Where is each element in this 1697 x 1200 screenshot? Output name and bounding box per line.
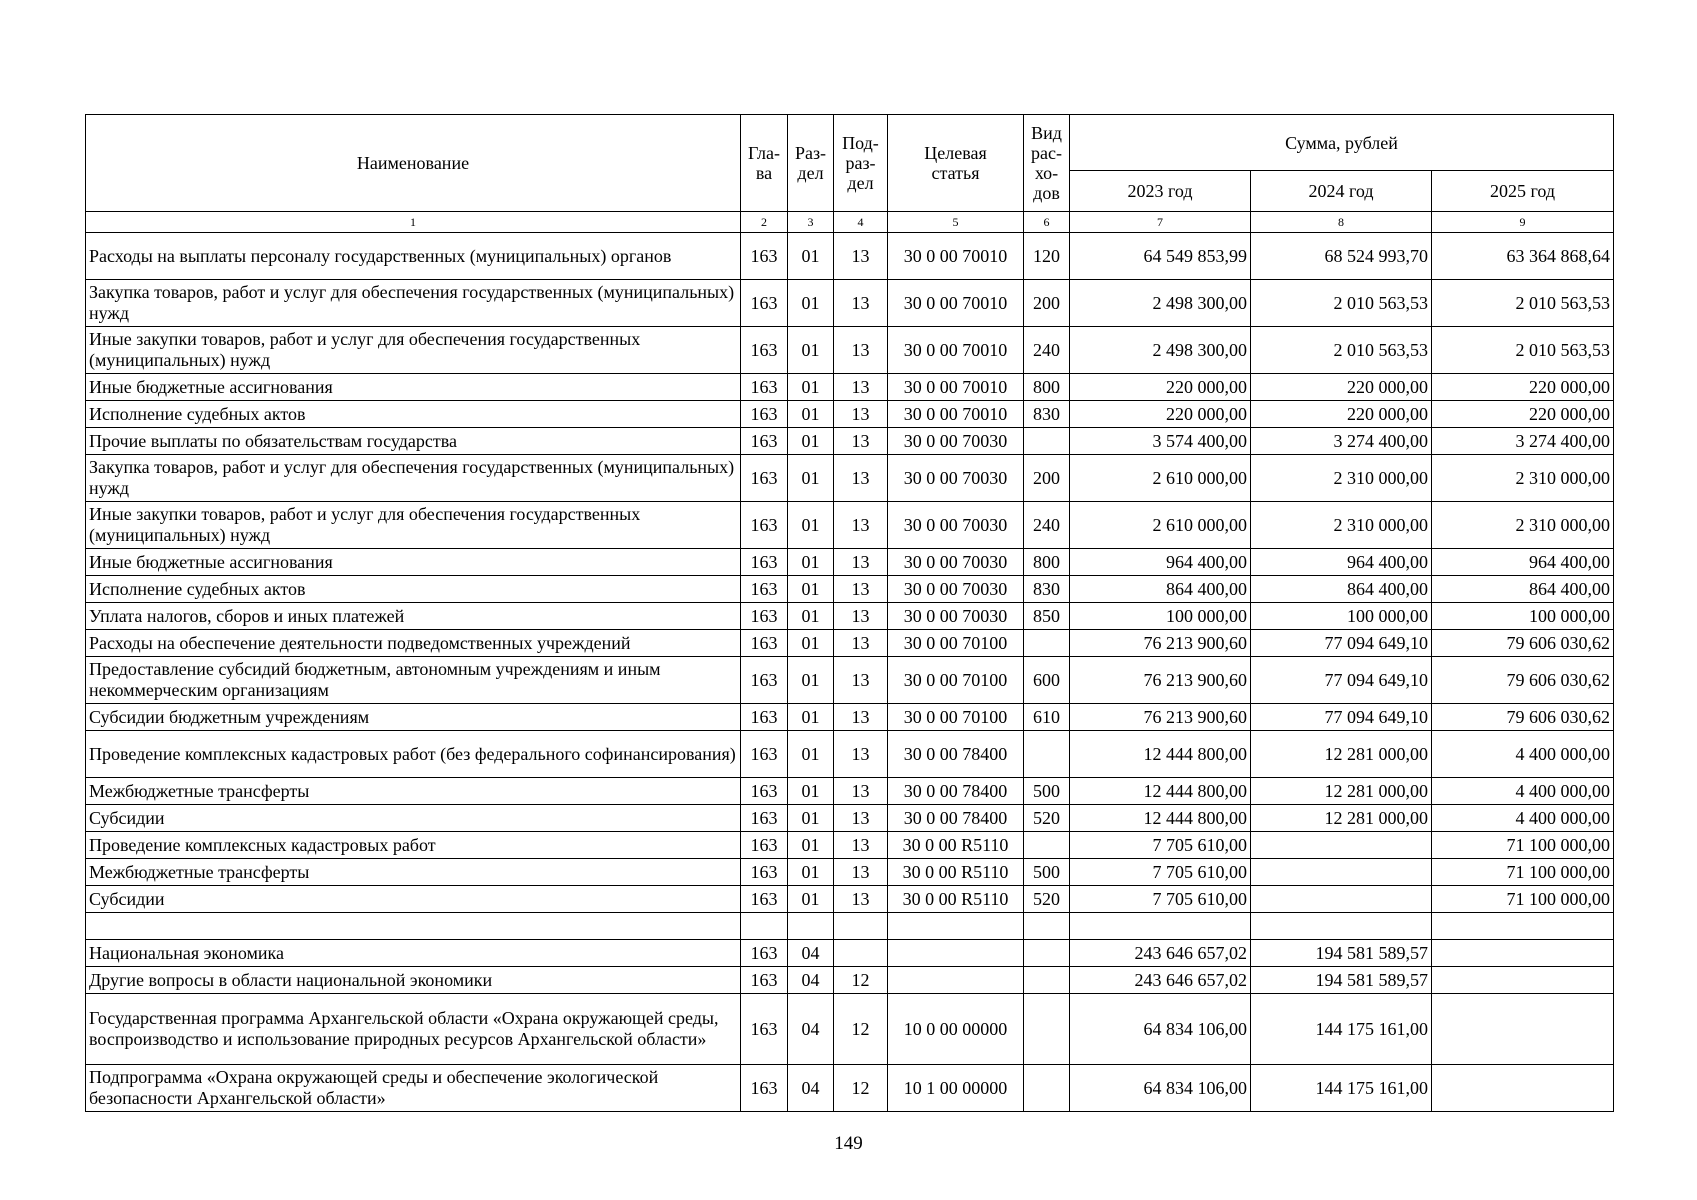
- table-cell-amount-2025: 4 400 000,00: [1432, 778, 1614, 805]
- table-cell-razdel: 01: [788, 859, 834, 886]
- table-cell-cel-statya: 30 0 00 70100: [888, 630, 1024, 657]
- header-year-2024: 2024 год: [1251, 171, 1432, 212]
- table-cell-amount-2023: 12 444 800,00: [1070, 778, 1251, 805]
- table-cell-vid-rashodov: 500: [1024, 859, 1070, 886]
- table-cell-amount-2024: [1251, 859, 1432, 886]
- table-cell-podrazdel: 13: [834, 859, 888, 886]
- table-row: [86, 859, 1614, 886]
- table-cell-amount-2023: 64 834 106,00: [1070, 994, 1251, 1065]
- table-cell-amount-2025: 4 400 000,00: [1432, 731, 1614, 778]
- table-cell-razdel: 01: [788, 576, 834, 603]
- table-cell-podrazdel: [834, 913, 888, 940]
- table-cell-podrazdel: 13: [834, 630, 888, 657]
- table-row: [86, 233, 1614, 280]
- table-cell-cel-statya: 30 0 00 70030: [888, 455, 1024, 502]
- table-cell-podrazdel: 13: [834, 778, 888, 805]
- table-cell-podrazdel: 13: [834, 374, 888, 401]
- table-cell-cel-statya: 30 0 00 R5110: [888, 859, 1024, 886]
- table-cell-cel-statya: 30 0 00 70010: [888, 233, 1024, 280]
- table-cell-vid-rashodov: 850: [1024, 603, 1070, 630]
- table-cell-amount-2025: 220 000,00: [1432, 374, 1614, 401]
- table-cell-name: Расходы на выплаты персоналу государственных (муниципальных) органов: [86, 233, 741, 280]
- table-cell-podrazdel: 13: [834, 576, 888, 603]
- header-vid-rashodov: Вид рас- хо- дов: [1024, 115, 1070, 212]
- table-cell-vid-rashodov: 520: [1024, 805, 1070, 832]
- table-row: [86, 630, 1614, 657]
- table-cell-glava: 163: [741, 778, 788, 805]
- table-cell-amount-2023: 7 705 610,00: [1070, 832, 1251, 859]
- table-cell-cel-statya: 30 0 00 70030: [888, 428, 1024, 455]
- table-cell-vid-rashodov: [1024, 832, 1070, 859]
- table-cell-glava: [741, 913, 788, 940]
- table-cell-razdel: 01: [788, 630, 834, 657]
- table-cell-glava: 163: [741, 832, 788, 859]
- table-cell-glava: 163: [741, 428, 788, 455]
- table-cell-amount-2024: 194 581 589,57: [1251, 967, 1432, 994]
- table-cell-razdel: 01: [788, 603, 834, 630]
- table-cell-amount-2024: 220 000,00: [1251, 374, 1432, 401]
- table-cell-amount-2025: 71 100 000,00: [1432, 832, 1614, 859]
- table-cell-cel-statya: 30 0 00 70030: [888, 549, 1024, 576]
- table-cell-amount-2025: 79 606 030,62: [1432, 630, 1614, 657]
- table-cell-cel-statya: 10 0 00 00000: [888, 994, 1024, 1065]
- table-cell-glava: 163: [741, 859, 788, 886]
- table-cell-razdel: 01: [788, 455, 834, 502]
- table-cell-vid-rashodov: 500: [1024, 778, 1070, 805]
- table-cell-glava: 163: [741, 630, 788, 657]
- table-cell-amount-2024: 220 000,00: [1251, 401, 1432, 428]
- table-cell-name: Национальная экономика: [86, 940, 741, 967]
- table-cell-amount-2023: 76 213 900,60: [1070, 704, 1251, 731]
- table-cell-cel-statya: 30 0 00 70030: [888, 576, 1024, 603]
- table-cell-podrazdel: 13: [834, 455, 888, 502]
- table-row: [86, 886, 1614, 913]
- table-cell-razdel: 04: [788, 940, 834, 967]
- table-cell-razdel: 01: [788, 233, 834, 280]
- header-podrazdel: Под- раз- дел: [834, 115, 888, 212]
- table-cell-amount-2023: 7 705 610,00: [1070, 886, 1251, 913]
- table-cell-amount-2024: 864 400,00: [1251, 576, 1432, 603]
- table-cell-name: Другие вопросы в области национальной экономики: [86, 967, 741, 994]
- table-cell-cel-statya: 30 0 00 70100: [888, 657, 1024, 704]
- table-row: [86, 731, 1614, 778]
- table-cell-cel-statya: 30 0 00 R5110: [888, 832, 1024, 859]
- table-cell-razdel: 01: [788, 778, 834, 805]
- table-cell-cel-statya: 30 0 00 70010: [888, 327, 1024, 374]
- table-row: [86, 778, 1614, 805]
- table-cell-amount-2023: 220 000,00: [1070, 374, 1251, 401]
- table-cell-amount-2024: 194 581 589,57: [1251, 940, 1432, 967]
- table-cell-vid-rashodov: [1024, 994, 1070, 1065]
- table-cell-glava: 163: [741, 967, 788, 994]
- table-cell-podrazdel: 13: [834, 549, 888, 576]
- table-cell-amount-2023: 2 610 000,00: [1070, 502, 1251, 549]
- table-cell-name: Межбюджетные трансферты: [86, 778, 741, 805]
- table-cell-amount-2023: 3 574 400,00: [1070, 428, 1251, 455]
- column-number: 7: [1070, 212, 1251, 233]
- header-name: Наименование: [86, 115, 741, 212]
- table-cell-cel-statya: 30 0 00 70030: [888, 603, 1024, 630]
- table-cell-podrazdel: 13: [834, 805, 888, 832]
- table-row: [86, 401, 1614, 428]
- table-cell-amount-2024: 964 400,00: [1251, 549, 1432, 576]
- table-cell-podrazdel: 13: [834, 428, 888, 455]
- table-cell-name: Иные закупки товаров, работ и услуг для обеспечения государственных (муниципальных) нужд: [86, 502, 741, 549]
- table-cell-cel-statya: 30 0 00 78400: [888, 731, 1024, 778]
- table-cell-vid-rashodov: 830: [1024, 401, 1070, 428]
- table-cell-name: Субсидии: [86, 886, 741, 913]
- table-cell-name: Предоставление субсидий бюджетным, автономным учреждениям и иным некоммерческим организациям: [86, 657, 741, 704]
- table-cell-razdel: 04: [788, 994, 834, 1065]
- table-cell-vid-rashodov: 240: [1024, 502, 1070, 549]
- table-cell-name: [86, 913, 741, 940]
- table-cell-amount-2025: 864 400,00: [1432, 576, 1614, 603]
- table-row: [86, 549, 1614, 576]
- table-row: [86, 967, 1614, 994]
- table-cell-razdel: 04: [788, 1065, 834, 1112]
- table-row: [86, 704, 1614, 731]
- table-cell-amount-2024: 12 281 000,00: [1251, 805, 1432, 832]
- table-cell-amount-2023: 64 834 106,00: [1070, 1065, 1251, 1112]
- table-cell-podrazdel: 12: [834, 994, 888, 1065]
- table-cell-name: Государственная программа Архангельской области «Охрана окружающей среды, воспроизводство и использование природных ресурсов Архангельской области»: [86, 994, 741, 1065]
- table-row: [86, 994, 1614, 1065]
- table-cell-podrazdel: 13: [834, 886, 888, 913]
- table-cell-amount-2025: 3 274 400,00: [1432, 428, 1614, 455]
- table-cell-vid-rashodov: [1024, 731, 1070, 778]
- table-cell-podrazdel: 13: [834, 603, 888, 630]
- table-cell-amount-2024: 3 274 400,00: [1251, 428, 1432, 455]
- table-cell-razdel: 01: [788, 805, 834, 832]
- header-summa: Сумма, рублей: [1070, 115, 1614, 171]
- table-cell-name: Исполнение судебных актов: [86, 401, 741, 428]
- table-cell-vid-rashodov: 520: [1024, 886, 1070, 913]
- table-row: [86, 805, 1614, 832]
- header-glava: Гла- ва: [741, 115, 788, 212]
- header-year-2023: 2023 год: [1070, 171, 1251, 212]
- table-cell-podrazdel: 13: [834, 731, 888, 778]
- table-cell-name: Расходы на обеспечение деятельности подведомственных учреждений: [86, 630, 741, 657]
- table-cell-podrazdel: 13: [834, 657, 888, 704]
- table-row: [86, 832, 1614, 859]
- table-cell-amount-2023: 2 498 300,00: [1070, 280, 1251, 327]
- table-cell-podrazdel: [834, 940, 888, 967]
- table-cell-amount-2024: 144 175 161,00: [1251, 994, 1432, 1065]
- table-cell-amount-2023: 864 400,00: [1070, 576, 1251, 603]
- table-cell-cel-statya: 30 0 00 R5110: [888, 886, 1024, 913]
- table-cell-glava: 163: [741, 704, 788, 731]
- table-cell-vid-rashodov: 240: [1024, 327, 1070, 374]
- table-cell-amount-2024: 12 281 000,00: [1251, 731, 1432, 778]
- table-cell-razdel: 01: [788, 428, 834, 455]
- table-cell-name: Исполнение судебных актов: [86, 576, 741, 603]
- table-cell-amount-2023: 7 705 610,00: [1070, 859, 1251, 886]
- table-cell-amount-2025: 71 100 000,00: [1432, 859, 1614, 886]
- table-cell-amount-2023: 2 498 300,00: [1070, 327, 1251, 374]
- table-row: [86, 940, 1614, 967]
- table-cell-name: Закупка товаров, работ и услуг для обеспечения государственных (муниципальных) нужд: [86, 280, 741, 327]
- table-cell-amount-2025: 71 100 000,00: [1432, 886, 1614, 913]
- table-cell-cel-statya: [888, 967, 1024, 994]
- table-cell-amount-2024: 77 094 649,10: [1251, 630, 1432, 657]
- table-row: [86, 327, 1614, 374]
- header-year-2025: 2025 год: [1432, 171, 1614, 212]
- table-cell-glava: 163: [741, 455, 788, 502]
- header-razdel: Раз- дел: [788, 115, 834, 212]
- table-cell-glava: 163: [741, 886, 788, 913]
- table-row: [86, 603, 1614, 630]
- table-cell-razdel: 01: [788, 502, 834, 549]
- table-row: [86, 576, 1614, 603]
- table-cell-glava: 163: [741, 280, 788, 327]
- table-cell-vid-rashodov: 120: [1024, 233, 1070, 280]
- table-cell-amount-2024: 2 310 000,00: [1251, 455, 1432, 502]
- column-number: 8: [1251, 212, 1432, 233]
- table-cell-amount-2025: [1432, 1065, 1614, 1112]
- table-cell-vid-rashodov: 200: [1024, 455, 1070, 502]
- table-cell-razdel: 04: [788, 967, 834, 994]
- table-cell-amount-2025: 79 606 030,62: [1432, 657, 1614, 704]
- table-cell-name: Субсидии: [86, 805, 741, 832]
- table-cell-podrazdel: 12: [834, 1065, 888, 1112]
- table-cell-glava: 163: [741, 502, 788, 549]
- table-cell-glava: 163: [741, 233, 788, 280]
- table-cell-amount-2023: 12 444 800,00: [1070, 805, 1251, 832]
- table-cell-cel-statya: [888, 913, 1024, 940]
- table-cell-cel-statya: 30 0 00 78400: [888, 805, 1024, 832]
- table-cell-amount-2024: [1251, 913, 1432, 940]
- table-cell-amount-2025: 100 000,00: [1432, 603, 1614, 630]
- budget-table: [85, 114, 1614, 1112]
- page-number: 149: [834, 1133, 863, 1154]
- table-cell-name: Субсидии бюджетным учреждениям: [86, 704, 741, 731]
- column-number: 4: [834, 212, 888, 233]
- table-cell-glava: 163: [741, 576, 788, 603]
- table-cell-amount-2024: 2 010 563,53: [1251, 280, 1432, 327]
- table-cell-podrazdel: 12: [834, 967, 888, 994]
- table-cell-amount-2025: 63 364 868,64: [1432, 233, 1614, 280]
- table-cell-amount-2023: 243 646 657,02: [1070, 967, 1251, 994]
- table-cell-razdel: 01: [788, 731, 834, 778]
- table-cell-amount-2023: 243 646 657,02: [1070, 940, 1251, 967]
- table-cell-glava: 163: [741, 401, 788, 428]
- table-row: [86, 428, 1614, 455]
- table-cell-amount-2025: [1432, 994, 1614, 1065]
- column-number: 9: [1432, 212, 1614, 233]
- table-cell-name: Иные закупки товаров, работ и услуг для обеспечения государственных (муниципальных) нужд: [86, 327, 741, 374]
- table-cell-vid-rashodov: 200: [1024, 280, 1070, 327]
- table-cell-vid-rashodov: [1024, 428, 1070, 455]
- table-cell-amount-2025: 964 400,00: [1432, 549, 1614, 576]
- table-cell-amount-2024: 2 010 563,53: [1251, 327, 1432, 374]
- table-cell-glava: 163: [741, 731, 788, 778]
- table-cell-amount-2024: [1251, 886, 1432, 913]
- table-cell-amount-2024: 77 094 649,10: [1251, 704, 1432, 731]
- table-cell-razdel: 01: [788, 832, 834, 859]
- table-cell-name: Проведение комплексных кадастровых работ (без федерального софинансирования): [86, 731, 741, 778]
- table-cell-amount-2025: [1432, 967, 1614, 994]
- table-cell-podrazdel: 13: [834, 327, 888, 374]
- table-cell-cel-statya: [888, 940, 1024, 967]
- table-cell-cel-statya: 30 0 00 70010: [888, 401, 1024, 428]
- table-cell-cel-statya: 30 0 00 78400: [888, 778, 1024, 805]
- column-number: 6: [1024, 212, 1070, 233]
- table-cell-razdel: 01: [788, 374, 834, 401]
- table-cell-amount-2024: 68 524 993,70: [1251, 233, 1432, 280]
- table-cell-amount-2023: 12 444 800,00: [1070, 731, 1251, 778]
- table-cell-cel-statya: 30 0 00 70030: [888, 502, 1024, 549]
- table-cell-amount-2023: [1070, 913, 1251, 940]
- table-cell-name: Иные бюджетные ассигнования: [86, 549, 741, 576]
- table-cell-cel-statya: 10 1 00 00000: [888, 1065, 1024, 1112]
- table-cell-amount-2025: 2 010 563,53: [1432, 327, 1614, 374]
- column-number: 1: [86, 212, 741, 233]
- table-row: [86, 913, 1614, 940]
- table-cell-amount-2024: 2 310 000,00: [1251, 502, 1432, 549]
- table-cell-glava: 163: [741, 374, 788, 401]
- table-cell-glava: 163: [741, 603, 788, 630]
- table-cell-amount-2025: 2 010 563,53: [1432, 280, 1614, 327]
- table-cell-cel-statya: 30 0 00 70100: [888, 704, 1024, 731]
- table-cell-name: Прочие выплаты по обязательствам государства: [86, 428, 741, 455]
- table-cell-razdel: 01: [788, 657, 834, 704]
- table-cell-name: Уплата налогов, сборов и иных платежей: [86, 603, 741, 630]
- table-cell-glava: 163: [741, 805, 788, 832]
- table-cell-vid-rashodov: [1024, 1065, 1070, 1112]
- table-cell-amount-2023: 2 610 000,00: [1070, 455, 1251, 502]
- table-cell-vid-rashodov: 800: [1024, 549, 1070, 576]
- table-cell-amount-2024: 77 094 649,10: [1251, 657, 1432, 704]
- table-cell-amount-2025: [1432, 913, 1614, 940]
- table-cell-amount-2025: 79 606 030,62: [1432, 704, 1614, 731]
- table-cell-razdel: 01: [788, 401, 834, 428]
- table-cell-razdel: 01: [788, 704, 834, 731]
- table-cell-name: Иные бюджетные ассигнования: [86, 374, 741, 401]
- table-cell-podrazdel: 13: [834, 502, 888, 549]
- table-cell-vid-rashodov: 830: [1024, 576, 1070, 603]
- table-cell-razdel: 01: [788, 327, 834, 374]
- table-cell-glava: 163: [741, 1065, 788, 1112]
- table-cell-amount-2024: 12 281 000,00: [1251, 778, 1432, 805]
- table-cell-glava: 163: [741, 549, 788, 576]
- table-row: [86, 502, 1614, 549]
- table-cell-podrazdel: 13: [834, 832, 888, 859]
- table-cell-podrazdel: 13: [834, 401, 888, 428]
- table-cell-podrazdel: 13: [834, 280, 888, 327]
- table-cell-glava: 163: [741, 657, 788, 704]
- table-cell-name: Проведение комплексных кадастровых работ: [86, 832, 741, 859]
- table-row: [86, 1065, 1614, 1112]
- column-number: 3: [788, 212, 834, 233]
- table-cell-vid-rashodov: 610: [1024, 704, 1070, 731]
- table-row: [86, 280, 1614, 327]
- table-cell-amount-2025: [1432, 940, 1614, 967]
- column-number: 2: [741, 212, 788, 233]
- table-cell-razdel: 01: [788, 549, 834, 576]
- table-cell-amount-2024: 100 000,00: [1251, 603, 1432, 630]
- table-cell-amount-2025: 220 000,00: [1432, 401, 1614, 428]
- table-cell-razdel: 01: [788, 280, 834, 327]
- table-cell-vid-rashodov: [1024, 630, 1070, 657]
- table-cell-amount-2023: 220 000,00: [1070, 401, 1251, 428]
- table-cell-vid-rashodov: [1024, 940, 1070, 967]
- table-cell-amount-2023: 76 213 900,60: [1070, 630, 1251, 657]
- table-row: [86, 657, 1614, 704]
- table-cell-amount-2024: 144 175 161,00: [1251, 1065, 1432, 1112]
- table-cell-amount-2025: 2 310 000,00: [1432, 502, 1614, 549]
- table-cell-glava: 163: [741, 940, 788, 967]
- table-body: [86, 233, 1614, 1112]
- table-cell-vid-rashodov: [1024, 913, 1070, 940]
- table-cell-cel-statya: 30 0 00 70010: [888, 280, 1024, 327]
- table-cell-vid-rashodov: 600: [1024, 657, 1070, 704]
- table-cell-amount-2025: 4 400 000,00: [1432, 805, 1614, 832]
- table-cell-name: Подпрограмма «Охрана окружающей среды и обеспечение экологической безопасности Архангельской области»: [86, 1065, 741, 1112]
- header-cel-statya: Целевая статья: [888, 115, 1024, 212]
- table-cell-amount-2023: 64 549 853,99: [1070, 233, 1251, 280]
- table-cell-amount-2023: 76 213 900,60: [1070, 657, 1251, 704]
- table-cell-podrazdel: 13: [834, 704, 888, 731]
- table-cell-amount-2023: 964 400,00: [1070, 549, 1251, 576]
- table-cell-glava: 163: [741, 327, 788, 374]
- table-cell-glava: 163: [741, 994, 788, 1065]
- table-cell-vid-rashodov: [1024, 967, 1070, 994]
- table-cell-amount-2025: 2 310 000,00: [1432, 455, 1614, 502]
- table-row: [86, 374, 1614, 401]
- column-number-row: [86, 212, 1614, 233]
- table-cell-podrazdel: 13: [834, 233, 888, 280]
- column-number: 5: [888, 212, 1024, 233]
- table-cell-vid-rashodov: 800: [1024, 374, 1070, 401]
- table-cell-amount-2024: [1251, 832, 1432, 859]
- table-cell-cel-statya: 30 0 00 70010: [888, 374, 1024, 401]
- table-cell-amount-2023: 100 000,00: [1070, 603, 1251, 630]
- table-cell-name: Закупка товаров, работ и услуг для обеспечения государственных (муниципальных) нужд: [86, 455, 741, 502]
- table-cell-razdel: 01: [788, 886, 834, 913]
- table-row: [86, 455, 1614, 502]
- table-cell-name: Межбюджетные трансферты: [86, 859, 741, 886]
- table-cell-razdel: [788, 913, 834, 940]
